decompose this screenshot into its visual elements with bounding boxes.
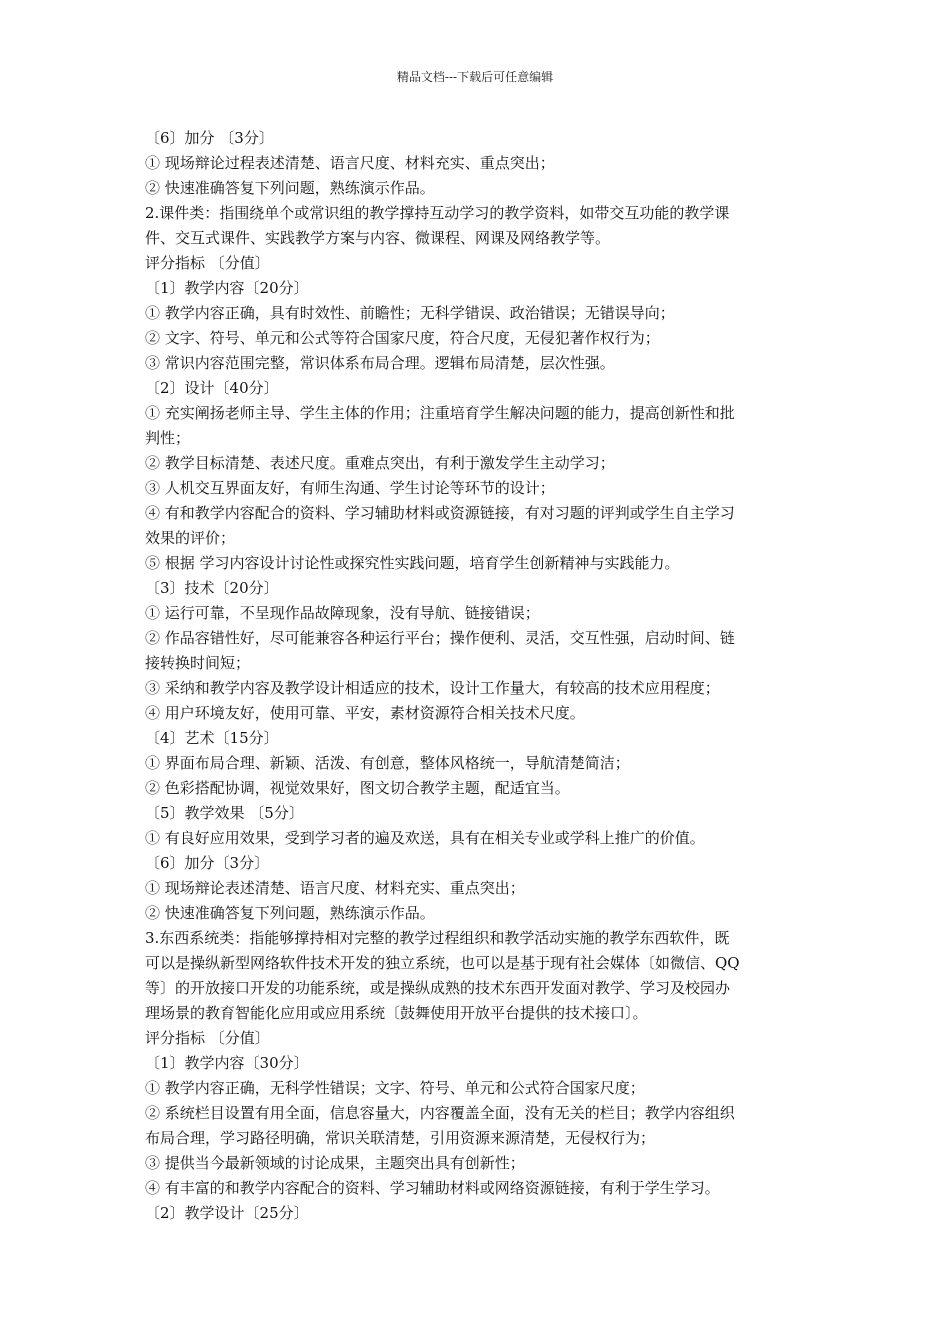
document-body [145,126,815,1226]
text-line: 〔4〕艺术〔15分〕 [145,729,279,747]
text-line: ① 运行可靠，不呈现作品故障现象，没有导航、链接错误； [145,604,540,622]
page-header: 精品文档---下载后可任意编辑 [396,70,554,84]
text-line: ② 色彩搭配协调，视觉效果好，图文切合教学主题，配适宜当。 [145,779,570,797]
text-line: 〔3〕技术〔20分〕 [145,579,279,597]
text-line: ① 充实阐扬老师主导、学生主体的作用；注重培育学生解决问题的能力，提高创新性和批 [145,404,735,422]
text-line: 〔2〕教学设计〔25分〕 [145,1204,309,1222]
text-line: 接转换时间短； [145,654,251,672]
text-line: ① 教学内容正确，具有时效性、前瞻性；无科学错误、政治错误；无错误导向； [145,304,675,322]
text-line: 理场景的教育智能化应用或应用系统〔鼓舞使用开放平台提供的技术接口〕。 [145,1004,648,1022]
text-line: ① 现场辩论表述清楚、语言尺度、材料充实、重点突出； [145,879,525,897]
text-line: 等〕的开放接口开发的功能系统，或是操纵成熟的技术东西开发面对教学、学习及校园办 [145,979,731,997]
text-line: 2.课件类：指围绕单个或常识组的教学撑持互动学习的教学资料，如带交互功能的教学课 [145,204,730,222]
text-line: 3.东西系统类：指能够撑持相对完整的教学过程组织和教学活动实施的教学东西软件，既 [145,929,730,947]
text-line: ② 教学目标清楚、表述尺度。重难点突出，有利于激发学生主动学习； [145,454,615,472]
text-line: ② 文字、符号、单元和公式等符合国家尺度，符合尺度，无侵犯著作权行为； [145,329,660,347]
text-line: ④ 有和教学内容配合的资料、学习辅助材料或资源链接，有对习题的评判或学生自主学习 [145,504,735,522]
text-line: 评分指标 〔分值〕 [145,1029,270,1047]
text-line: 效果的评价； [145,529,236,547]
text-line: 〔5〕教学效果 〔5分〕 [145,804,304,822]
text-line: ④ 用户环境友好，使用可靠、平安，素材资源符合相关技术尺度。 [145,704,585,722]
text-line: ① 教学内容正确，无科学性错误；文字、符号、单元和公式符合国家尺度； [145,1079,645,1097]
text-line: 〔1〕教学内容〔30分〕 [145,1054,309,1072]
text-line: 件、交互式课件、实践教学方案与内容、微课程、网课及网络教学等。 [145,229,611,247]
text-line: ① 有良好应用效果，受到学习者的遍及欢送，具有在相关专业或学科上推广的价值。 [145,829,705,847]
text-line: ① 界面布局合理、新颖、活泼、有创意，整体风格统一，导航清楚简洁； [145,754,630,772]
text-line: 判性； [145,429,191,447]
text-line: ③ 人机交互界面友好，有师生沟通、学生讨论等环节的设计； [145,479,555,497]
text-line: 评分指标 〔分值〕 [145,254,270,272]
text-line: 〔2〕设计〔40分〕 [145,379,279,397]
text-line: 布局合理，学习路径明确，常识关联清楚，引用资源来源清楚，无侵权行为； [145,1129,656,1147]
text-line: ② 快速准确答复下列问题，熟练演示作品。 [145,179,435,197]
text-line: 〔6〕加分〔3分〕 [145,854,270,872]
text-line: ④ 有丰富的和教学内容配合的资料、学习辅助材料或网络资源链接，有利于学生学习。 [145,1179,720,1197]
text-line: ① 现场辩论过程表述清楚、语言尺度、材料充实、重点突出； [145,154,555,172]
text-line: ② 作品容错性好，尽可能兼容各种运行平台；操作便利、灵活，交互性强，启动时间、链 [145,629,735,647]
text-line: ② 系统栏目设置有用全面，信息容量大，内容覆盖全面，没有无关的栏目；教学内容组织 [145,1104,735,1122]
text-line: ② 快速准确答复下列问题，熟练演示作品。 [145,904,435,922]
text-line: ⑤ 根据 学习内容设计讨论性或探究性实践问题，培育学生创新精神与实践能力。 [145,554,680,572]
text-line: 〔1〕教学内容〔20分〕 [145,279,309,297]
text-line: 可以是操纵新型网络软件技术开发的独立系统，也可以是基于现有社会媒体〔如微信、QQ [145,954,740,972]
text-line: ③ 提供当今最新领域的讨论成果，主题突出具有创新性； [145,1154,525,1172]
text-line: 〔6〕加分 〔3分〕 [145,129,274,147]
text-line: ③ 常识内容范围完整，常识体系布局合理。逻辑布局清楚，层次性强。 [145,354,615,372]
text-line: ③ 采纳和教学内容及教学设计相适应的技术，设计工作量大，有较高的技术应用程度； [145,679,720,697]
